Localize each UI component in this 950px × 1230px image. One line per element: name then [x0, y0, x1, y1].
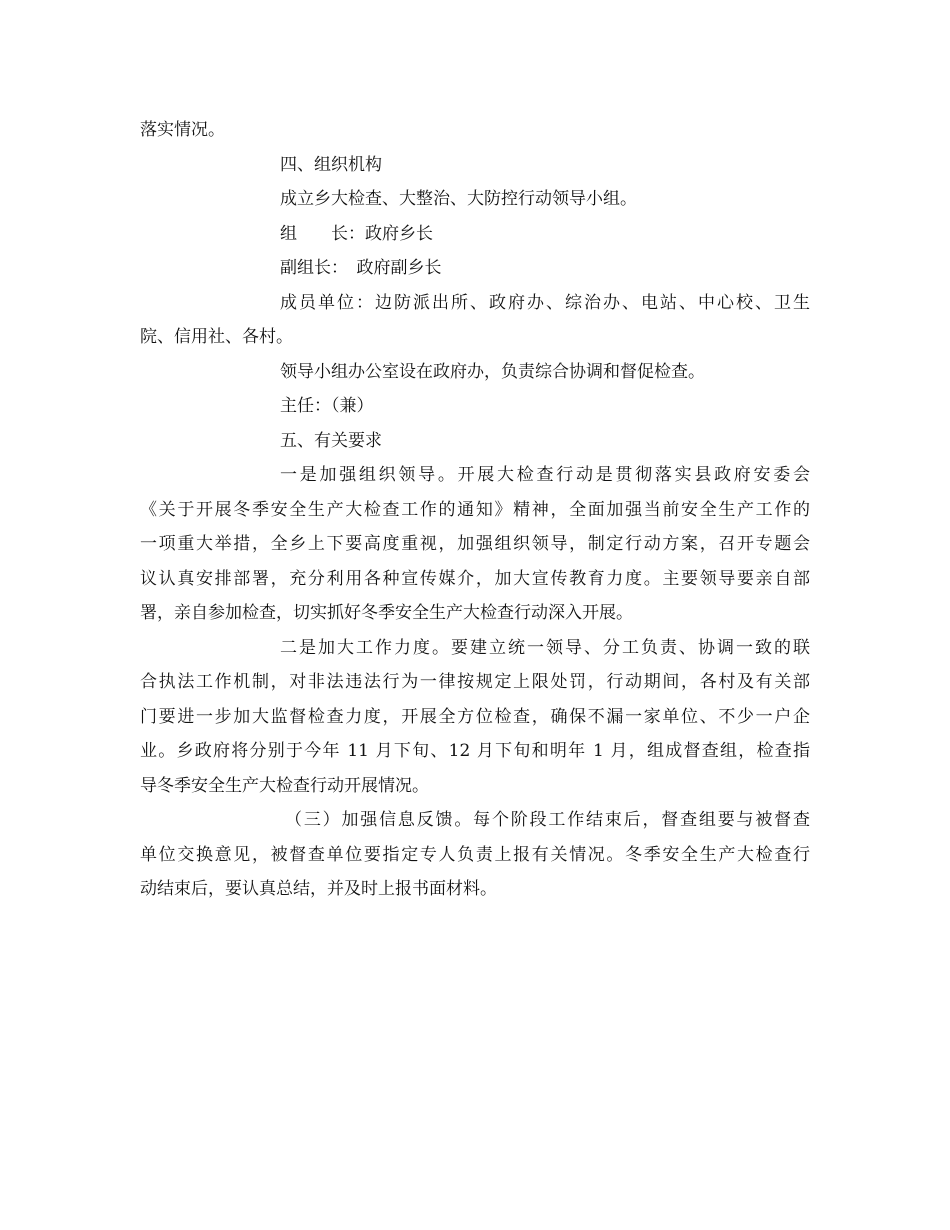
paragraph-3-line-3: 动结束后，要认真总结，并及时上报书面材料。 — [140, 879, 497, 899]
paragraph-1-line-5: 署，亲自参加检查，切实抓好冬季安全生产大检查行动深入开展。 — [140, 603, 633, 623]
paragraph-2-line-5: 导冬季安全生产大检查行动开展情况。 — [140, 775, 429, 796]
document-body — [140, 113, 810, 907]
text-line-7: 院、信用社、各村。 — [140, 327, 293, 347]
paragraph-2-line-3: 门要进一步加大监督检查力度，开展全方位检查，确保不漏一家单位、不少一户企 — [140, 706, 810, 727]
text-line-director: 主任：（兼） — [280, 396, 374, 416]
section-heading-requirements: 五、有关要求 — [280, 430, 382, 451]
text-line-1: 落实情况。 — [140, 120, 225, 140]
paragraph-2-line-2: 合执法工作机制，对非法违法行为一律按规定上限处罚，行动期间，各村及有关部 — [140, 672, 810, 692]
text-line-office: 领导小组办公室设在政府办，负责综合协调和督促检查。 — [280, 361, 705, 382]
text-line-leader: 组 长：政府乡长 — [280, 223, 433, 244]
paragraph-2-line-1: 二是加大工作力度。要建立统一领导、分工负责、协调一致的联 — [280, 637, 810, 658]
paragraph-3-line-1: （三）加强信息反馈。每个阶段工作结束后，督查组要与被督查 — [285, 810, 810, 830]
paragraph-1-line-2: 《关于开展冬季安全生产大检查工作的通知》精神，全面加强当前安全生产工作的 — [140, 499, 810, 520]
text-line-3: 成立乡大检查、大整治、大防控行动领导小组。 — [280, 189, 637, 209]
text-line-deputy-leader: 副组长： 政府副乡长 — [280, 258, 442, 278]
section-heading-organization: 四、组织机构 — [280, 154, 382, 175]
text-line-member-units: 成员单位：边防派出所、政府办、综治办、电站、中心校、卫生 — [280, 292, 810, 313]
paragraph-3-line-2: 单位交换意见，被督查单位要指定专人负责上报有关情况。冬季安全生产大检查行 — [140, 844, 810, 865]
paragraph-1-line-4: 议认真安排部署，充分利用各种宣传媒介，加大宣传教育力度。主要领导要亲自部 — [140, 568, 810, 589]
paragraph-2-line-4: 业。乡政府将分别于今年 11 月下旬、12 月下旬和明年 1 月，组成督查组，检查指 — [140, 741, 810, 761]
paragraph-1-line-3: 一项重大举措，全乡上下要高度重视，加强组织领导，制定行动方案，召开专题会 — [140, 534, 810, 554]
paragraph-1-line-1: 一是加强组织领导。开展大检查行动是贯彻落实县政府安委会 — [280, 465, 810, 485]
